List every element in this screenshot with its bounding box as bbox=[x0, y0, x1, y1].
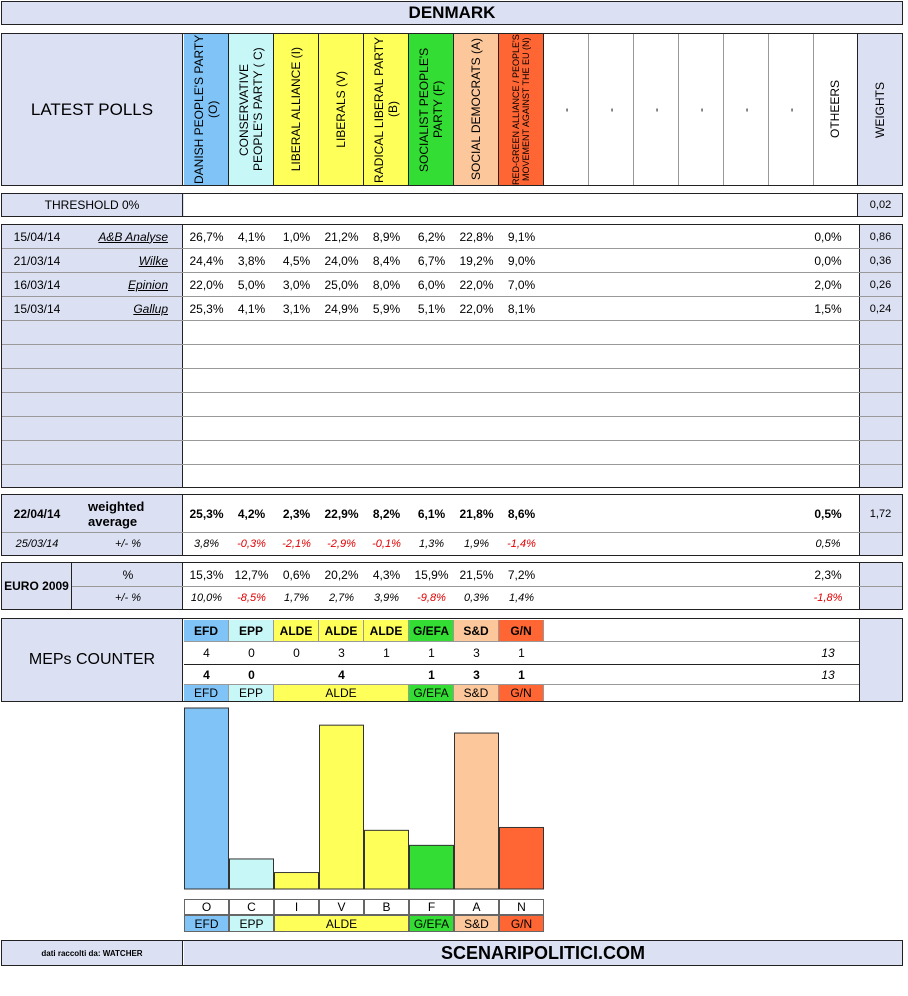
party-name: CONSERVATIVE PEOPLE'S PARTY ( C) bbox=[237, 47, 265, 172]
mep-seats: 1 bbox=[518, 646, 525, 660]
poll-value: 22,0% bbox=[189, 277, 224, 292]
poll-value: 6,2% bbox=[417, 229, 446, 244]
empty-party-label: - bbox=[649, 107, 663, 112]
poll-value: 19,2% bbox=[459, 253, 494, 268]
euro-pct-label: % bbox=[122, 568, 134, 582]
mep-seats: 0 bbox=[248, 646, 255, 660]
weighted-value: 6,1% bbox=[417, 507, 446, 521]
euro-value: 12,7% bbox=[234, 568, 269, 582]
party-name: SOCIALIST PEOPLE'S PARTY (F) bbox=[417, 47, 445, 172]
row-divider bbox=[2, 344, 902, 345]
poll-value: 3,0% bbox=[282, 277, 311, 292]
bar-V bbox=[320, 725, 364, 889]
party-header bbox=[364, 34, 409, 185]
weighted-label: weighted average bbox=[88, 499, 145, 529]
mep-group: ALDE bbox=[274, 620, 319, 641]
party-header bbox=[409, 34, 454, 185]
euro-diff: 1,4% bbox=[508, 592, 535, 604]
poll-value: 5,9% bbox=[372, 301, 401, 316]
mep-merged-group: EPP bbox=[229, 685, 274, 701]
mep-seats: 0 bbox=[293, 646, 300, 660]
poll-value: 25,3% bbox=[189, 301, 224, 316]
category-label: I bbox=[274, 899, 319, 915]
threshold-blank bbox=[184, 194, 858, 216]
mep-group: ALDE bbox=[319, 620, 364, 641]
poll-value: 5,1% bbox=[417, 301, 446, 316]
empty-party-header bbox=[724, 34, 769, 185]
poll-value: 4,5% bbox=[282, 253, 311, 268]
party-name: RADICAL LIBERAL PARTY (B) bbox=[372, 36, 400, 183]
mep-merged-group: S&D bbox=[454, 685, 499, 701]
party-header bbox=[499, 34, 544, 185]
mep-group: EFD bbox=[184, 620, 229, 641]
poll-value: 22,8% bbox=[459, 229, 494, 244]
poll-value: 6,7% bbox=[417, 253, 446, 268]
euro-diff: 3,9% bbox=[373, 592, 400, 604]
party-header bbox=[319, 34, 364, 185]
category-label: C bbox=[229, 899, 274, 915]
euro-diff-others: -1,8% bbox=[813, 592, 843, 604]
poll-value: 8,9% bbox=[372, 229, 401, 244]
mep-merged-seats: 0 bbox=[248, 667, 255, 682]
bar-F bbox=[410, 845, 454, 889]
weighted-diff: -2,9% bbox=[327, 538, 356, 550]
poll-date: 16/03/14 bbox=[13, 277, 61, 292]
party-header bbox=[229, 34, 274, 185]
row-divider bbox=[2, 464, 902, 465]
empty-party-header bbox=[544, 34, 589, 185]
weights-label: WEIGHTS bbox=[873, 81, 887, 138]
poll-others: 1,5% bbox=[814, 301, 842, 316]
poll-value: 3,8% bbox=[237, 253, 266, 268]
party-header bbox=[454, 34, 499, 185]
bar-B bbox=[365, 830, 409, 889]
row-divider bbox=[2, 320, 902, 321]
chart-group-label: G/N bbox=[499, 915, 544, 932]
party-name: DANISH PEOPLE'S PARTY (O) bbox=[192, 34, 220, 185]
poll-value: 5,0% bbox=[237, 277, 266, 292]
poll-weight: 0,86 bbox=[869, 230, 892, 243]
poll-value: 8,4% bbox=[372, 253, 401, 268]
mep-merged-seats: 1 bbox=[518, 667, 525, 682]
mep-merged-seats: 4 bbox=[338, 667, 345, 682]
euro2009-label: EURO 2009 bbox=[4, 579, 69, 593]
weighted-diff: -1,4% bbox=[507, 538, 536, 550]
poll-date: 21/03/14 bbox=[13, 253, 61, 268]
page-title: DENMARK bbox=[1, 1, 903, 25]
empty-party-label: - bbox=[559, 107, 573, 112]
euro-diff: 10,0% bbox=[190, 592, 223, 604]
euro-diff-label: +/- % bbox=[115, 592, 141, 604]
poll-value: 24,4% bbox=[189, 253, 224, 268]
others-header bbox=[813, 34, 858, 185]
bar-O bbox=[185, 708, 229, 889]
poll-value: 9,1% bbox=[507, 229, 536, 244]
empty-party-header bbox=[769, 34, 814, 185]
party-name: LIBERALS (V) bbox=[334, 71, 348, 148]
weighted-value: 8,2% bbox=[372, 507, 401, 521]
category-label: B bbox=[364, 899, 409, 915]
weighted-value: 8,6% bbox=[507, 507, 536, 521]
poll-value: 24,9% bbox=[324, 301, 359, 316]
mep-merged-group: G/EFA bbox=[409, 685, 454, 701]
meps-label: MEPs COUNTER bbox=[2, 619, 183, 701]
prev-date: 25/03/14 bbox=[15, 538, 59, 550]
footer-site: SCENARIPOLITICI.COM bbox=[184, 941, 902, 965]
weighted-diff: -2,1% bbox=[282, 538, 311, 550]
mep-group: G/EFA bbox=[409, 620, 454, 641]
chart-group-label: S&D bbox=[454, 915, 499, 932]
category-label: F bbox=[409, 899, 454, 915]
chart-group-label: G/EFA bbox=[409, 915, 454, 932]
weighted-value: 4,2% bbox=[237, 507, 266, 521]
poll-weight: 0,26 bbox=[869, 278, 892, 291]
poll-weight: 0,24 bbox=[869, 302, 892, 315]
poll-value: 3,1% bbox=[282, 301, 311, 316]
weighted-value: 2,3% bbox=[282, 507, 311, 521]
party-name: RED-GREEN ALLIANCE / PEOPLE'S MOVEMENT AGAINST THE EU (N) bbox=[511, 34, 531, 185]
chart-group-label: ALDE bbox=[274, 915, 409, 932]
row-divider bbox=[2, 392, 902, 393]
euro-others: 2,3% bbox=[814, 568, 842, 582]
row-divider bbox=[2, 416, 902, 417]
weighted-diff: -0,3% bbox=[237, 538, 266, 550]
party-header bbox=[274, 34, 319, 185]
poll-value: 22,0% bbox=[459, 277, 494, 292]
mep-merged-group: EFD bbox=[184, 685, 229, 701]
mep-merged-seats: 4 bbox=[203, 667, 210, 682]
threshold-label: THRESHOLD 0% bbox=[2, 194, 183, 216]
poll-source-link[interactable]: A&B Analyse bbox=[98, 229, 168, 244]
poll-weight: 0,36 bbox=[869, 254, 892, 267]
poll-source-link[interactable]: Gallup bbox=[133, 301, 168, 316]
party-name: LIBERAL ALLIANCE (I) bbox=[289, 47, 303, 172]
euro-value: 0,6% bbox=[282, 568, 311, 582]
meps-total: 13 bbox=[821, 646, 835, 660]
empty-party-label: - bbox=[739, 107, 753, 112]
empty-party-label: - bbox=[604, 107, 618, 112]
weighted-diff-others: 0,5% bbox=[815, 538, 841, 550]
row-divider bbox=[2, 296, 902, 297]
poll-value: 4,1% bbox=[237, 229, 266, 244]
mep-seats: 3 bbox=[473, 646, 480, 660]
empty-party-header bbox=[679, 34, 724, 185]
bar-C bbox=[230, 859, 274, 889]
weighted-diff-label: +/- % bbox=[115, 538, 141, 550]
footer-credit: dati raccolti da: WATCHER bbox=[2, 941, 183, 965]
poll-others: 0,0% bbox=[814, 229, 842, 244]
mep-group: G/N bbox=[499, 620, 544, 641]
poll-value: 25,0% bbox=[324, 277, 359, 292]
party-name: SOCIAL DEMOCRATS (A) bbox=[469, 38, 483, 181]
euro-diff: -8,5% bbox=[237, 592, 266, 604]
euro-value: 21,5% bbox=[459, 568, 494, 582]
category-label: V bbox=[319, 899, 364, 915]
euro-diff: 2,7% bbox=[328, 592, 355, 604]
mep-merged-group: G/N bbox=[499, 685, 544, 701]
row-divider bbox=[2, 440, 902, 441]
mep-group: ALDE bbox=[364, 620, 409, 641]
mep-seats: 1 bbox=[383, 646, 390, 660]
mep-merged-seats: 3 bbox=[473, 667, 480, 682]
euro-diff: 0,3% bbox=[463, 592, 490, 604]
weighted-value: 25,3% bbox=[189, 507, 224, 521]
bar-A bbox=[455, 733, 499, 889]
poll-value: 8,1% bbox=[507, 301, 536, 316]
poll-source-link[interactable]: Epinion bbox=[127, 277, 168, 292]
empty-party-header bbox=[589, 34, 634, 185]
row-divider bbox=[2, 272, 902, 273]
weights-header bbox=[858, 34, 902, 185]
mep-seats: 3 bbox=[338, 646, 345, 660]
bar-I bbox=[275, 873, 319, 889]
category-label: N bbox=[499, 899, 544, 915]
poll-source-link[interactable]: Wilke bbox=[138, 253, 168, 268]
mep-group: S&D bbox=[454, 620, 499, 641]
poll-value: 21,2% bbox=[324, 229, 359, 244]
chart-group-label: EFD bbox=[184, 915, 229, 932]
weighted-diff: 1,9% bbox=[463, 538, 490, 550]
euro-diff: -9,8% bbox=[417, 592, 446, 604]
weighted-others: 0,5% bbox=[814, 507, 842, 521]
poll-others: 2,0% bbox=[814, 277, 842, 292]
mep-merged-group: ALDE bbox=[274, 685, 409, 701]
mep-group: EPP bbox=[229, 620, 274, 641]
poll-value: 8,0% bbox=[372, 277, 401, 292]
poll-value: 6,0% bbox=[417, 277, 446, 292]
meps-merged-total: 13 bbox=[821, 667, 835, 682]
poll-date: 15/04/14 bbox=[13, 229, 61, 244]
others-label: OTHEERS bbox=[828, 80, 842, 139]
empty-party-label: - bbox=[784, 107, 798, 112]
poll-date: 15/03/14 bbox=[13, 301, 61, 316]
party-header bbox=[184, 34, 229, 185]
poll-value: 22,0% bbox=[459, 301, 494, 316]
poll-value: 7,0% bbox=[507, 277, 536, 292]
mep-seats: 1 bbox=[428, 646, 435, 660]
euro-value: 15,9% bbox=[414, 568, 449, 582]
threshold-weight: 0,02 bbox=[869, 199, 892, 211]
euro-value: 7,2% bbox=[507, 568, 536, 582]
euro-value: 20,2% bbox=[324, 568, 359, 582]
meps-weight-bg bbox=[859, 619, 902, 701]
weighted-diff: 3,8% bbox=[193, 538, 220, 550]
weighted-weight: 1,72 bbox=[869, 508, 892, 520]
poll-value: 26,7% bbox=[189, 229, 224, 244]
row-divider bbox=[2, 368, 902, 369]
empty-party-header bbox=[634, 34, 679, 185]
row-divider bbox=[2, 248, 902, 249]
category-label: A bbox=[454, 899, 499, 915]
vote-bar-chart bbox=[180, 700, 550, 900]
euro-value: 15,3% bbox=[189, 568, 224, 582]
category-label: O bbox=[184, 899, 229, 915]
latest-polls-label: LATEST POLLS bbox=[2, 34, 183, 185]
bar-N bbox=[500, 827, 544, 889]
chart-group-label: EPP bbox=[229, 915, 274, 932]
mep-merged-seats: 1 bbox=[428, 667, 435, 682]
empty-party-label: - bbox=[694, 107, 708, 112]
mep-seats: 4 bbox=[203, 646, 210, 660]
poll-value: 1,0% bbox=[282, 229, 311, 244]
euro-diff: 1,7% bbox=[283, 592, 310, 604]
poll-others: 0,0% bbox=[814, 253, 842, 268]
poll-value: 24,0% bbox=[324, 253, 359, 268]
weighted-diff: -0,1% bbox=[372, 538, 401, 550]
weighted-diff: 1,3% bbox=[418, 538, 445, 550]
weighted-date: 22/04/14 bbox=[13, 507, 61, 521]
weighted-value: 21,8% bbox=[459, 507, 494, 521]
poll-value: 4,1% bbox=[237, 301, 266, 316]
poll-value: 9,0% bbox=[507, 253, 536, 268]
euro-value: 4,3% bbox=[372, 568, 401, 582]
weighted-value: 22,9% bbox=[324, 507, 359, 521]
